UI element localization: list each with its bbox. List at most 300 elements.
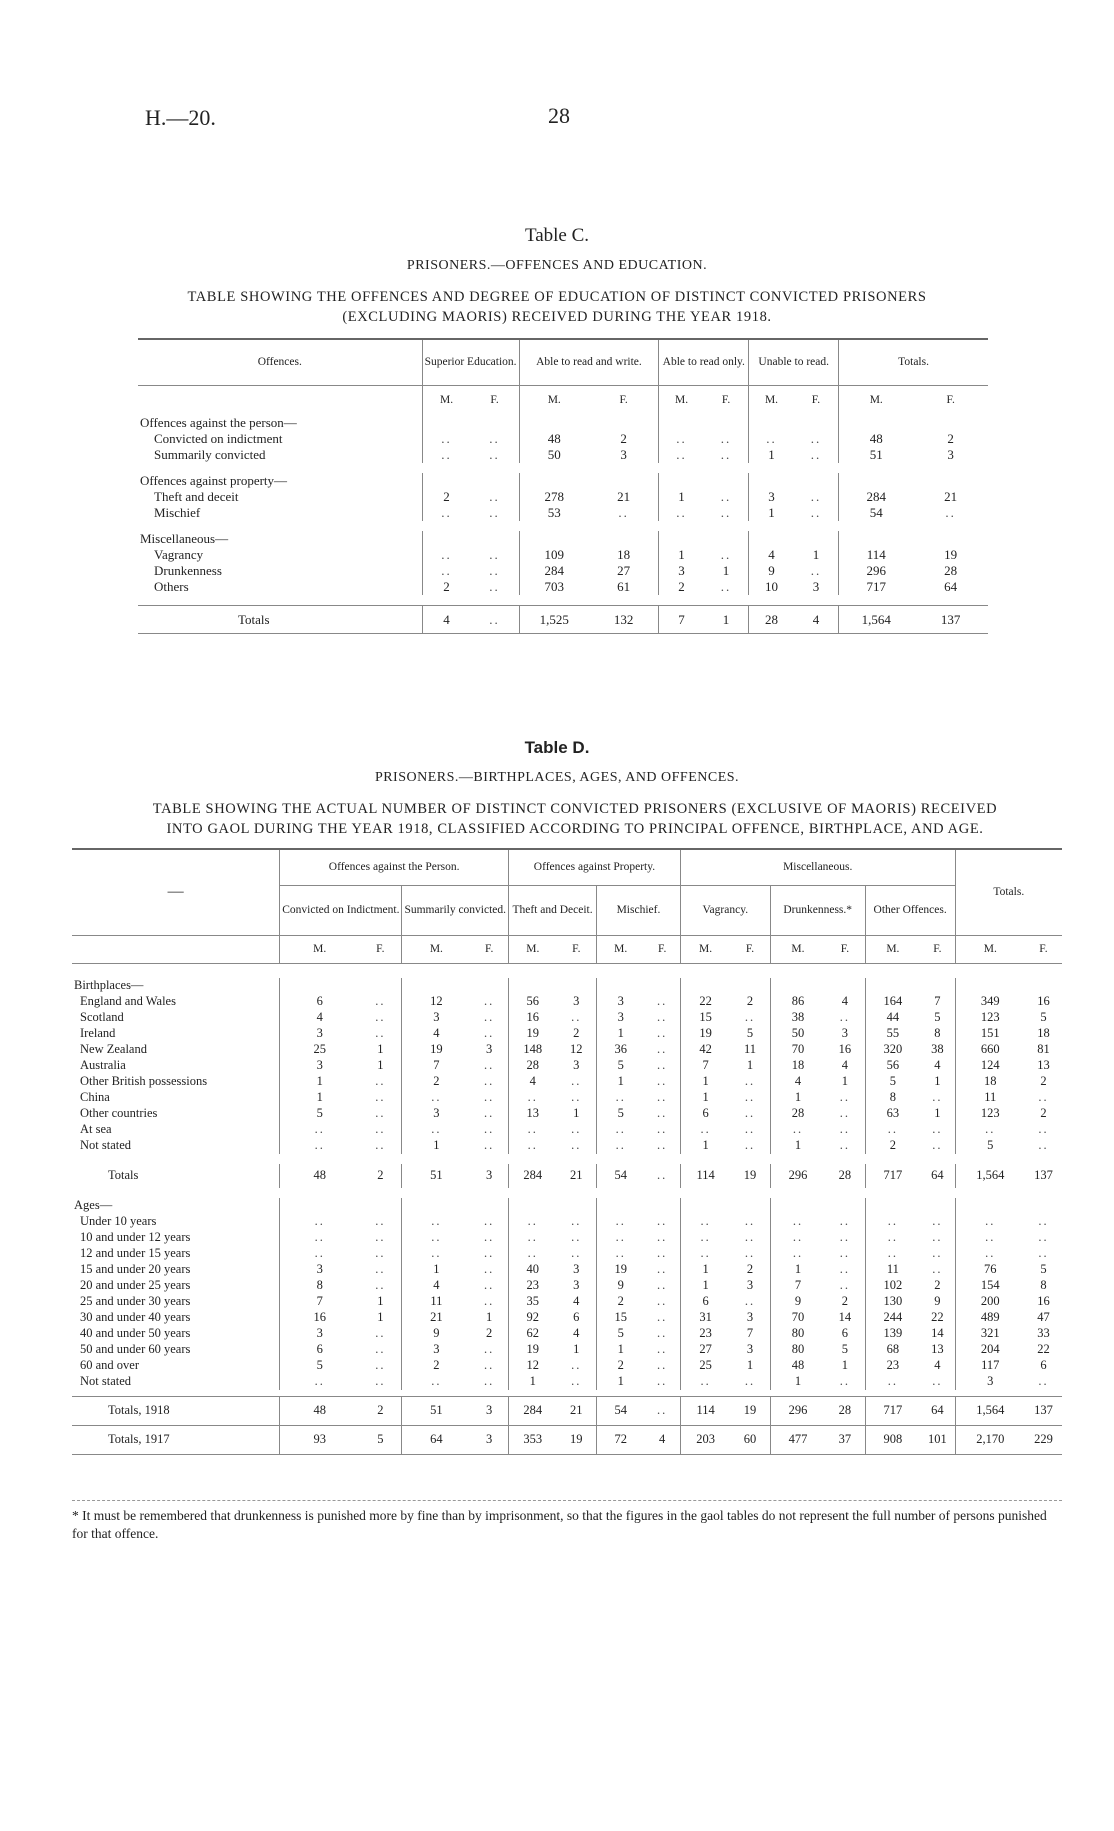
- cell: ..: [810, 563, 822, 578]
- cell: 4: [841, 994, 849, 1008]
- cell: 148: [509, 1042, 557, 1058]
- cell: ..: [571, 1374, 582, 1388]
- cell: 18: [770, 1058, 825, 1074]
- cell: ..: [402, 1214, 470, 1230]
- cell: 2: [934, 1278, 941, 1292]
- cell: ..: [657, 1106, 668, 1120]
- cell: 1: [280, 1074, 359, 1090]
- cell: ..: [720, 579, 732, 594]
- cell: ..: [571, 1122, 582, 1136]
- cell: 296: [770, 1164, 825, 1188]
- cell: 1: [280, 1090, 359, 1106]
- cell: 660: [955, 1042, 1025, 1058]
- cell: ..: [484, 994, 495, 1008]
- cell: ..: [932, 1374, 943, 1388]
- cell: [659, 415, 704, 431]
- cell: 278: [519, 489, 589, 505]
- header-other-offences: Other Offences.: [865, 885, 955, 935]
- row-label: Offences against the person—: [140, 415, 297, 430]
- cell: 477: [770, 1425, 825, 1454]
- cell: ..: [484, 1358, 495, 1372]
- cell: ..: [375, 1326, 386, 1340]
- cell: 1: [597, 1374, 645, 1390]
- cell: 19: [743, 1403, 757, 1417]
- cell: [422, 531, 470, 547]
- cell: 40: [509, 1262, 557, 1278]
- cell: ..: [680, 1246, 730, 1262]
- cell: 2: [377, 1403, 384, 1417]
- cell: 1: [841, 1358, 849, 1372]
- table-c-description-1: TABLE SHOWING THE OFFENCES AND DEGREE OF EDUCATION OF DISTINCT CONVICTED PRISONERS: [187, 289, 927, 305]
- cell: 19: [944, 547, 958, 562]
- cell: ..: [932, 1246, 943, 1260]
- cell: ..: [932, 1262, 943, 1276]
- cell: ..: [375, 1010, 386, 1024]
- total-cell: 137: [940, 611, 961, 627]
- cell: 4: [402, 1026, 470, 1042]
- table-c-subtitle: PRISONERS.—OFFENCES AND EDUCATION.: [406, 258, 708, 273]
- cell: 2: [746, 994, 754, 1008]
- cell: 16: [280, 1310, 359, 1326]
- cell: ..: [571, 1358, 582, 1372]
- cell: 50: [519, 447, 589, 463]
- cell: 22: [680, 994, 730, 1010]
- cell: ..: [744, 1122, 756, 1136]
- cell: 101: [927, 1432, 947, 1446]
- header-totals: Totals.: [839, 339, 988, 385]
- cell: 1: [486, 1310, 493, 1324]
- table-row: [138, 547, 988, 563]
- totals-1917-row: [72, 1425, 1062, 1454]
- cell: ..: [484, 1278, 495, 1292]
- cell: ..: [932, 1214, 943, 1228]
- cell: 21: [944, 489, 958, 504]
- cell: 16: [1037, 1294, 1050, 1308]
- cell: [471, 415, 520, 431]
- table-c-title: Table C.: [524, 225, 590, 246]
- cell: ..: [744, 1138, 756, 1152]
- cell: 1: [680, 1262, 730, 1278]
- cell: ..: [1038, 1090, 1049, 1104]
- cell: 123: [955, 1010, 1025, 1026]
- cell: 18: [955, 1074, 1025, 1090]
- cell: 320: [865, 1042, 920, 1058]
- cell: 2: [573, 1026, 580, 1040]
- cell: ..: [839, 1090, 851, 1104]
- cell: 1: [680, 1278, 730, 1294]
- cell: ..: [571, 1090, 582, 1104]
- total-cell: 1: [722, 611, 730, 627]
- header-theft-deceit: Theft and Deceit.: [509, 885, 597, 935]
- row-label: 12 and under 15 years: [80, 1246, 191, 1260]
- cell: 154: [955, 1278, 1025, 1294]
- cell: ..: [839, 1010, 851, 1024]
- table-d-description-1: TABLE SHOWING THE ACTUAL NUMBER OF DISTINCT CONVICTED PRISONERS (EXCLUSIVE OF MAORIS) RECEIVED: [152, 801, 998, 817]
- cell: ..: [955, 1246, 1025, 1262]
- cell: ..: [375, 1374, 386, 1388]
- table-c-description-2: (EXCLUDING MAORIS) RECEIVED DURING THE YEAR 1918.: [342, 309, 772, 325]
- cell: ..: [489, 447, 500, 462]
- cell: ..: [657, 1138, 668, 1152]
- cell: ..: [720, 489, 732, 504]
- cell: ..: [509, 1230, 557, 1246]
- cell: ..: [932, 1090, 943, 1104]
- cell: ..: [484, 1058, 495, 1072]
- cell: 5: [1040, 1010, 1047, 1024]
- cell: ..: [1038, 1246, 1049, 1260]
- cell: 8: [865, 1090, 920, 1106]
- cell: 28: [838, 1168, 852, 1182]
- cell: 48: [519, 431, 589, 447]
- cell: ..: [680, 1374, 730, 1390]
- cell: 28: [944, 563, 958, 578]
- cell: 1: [770, 1090, 825, 1106]
- cell: ..: [597, 1090, 645, 1106]
- cell: 51: [839, 447, 914, 463]
- cell: ..: [484, 1010, 495, 1024]
- cell: 31: [680, 1310, 730, 1326]
- cell: 4: [934, 1058, 941, 1072]
- header-corner: —: [72, 849, 280, 935]
- cell: ..: [571, 1010, 582, 1024]
- cell: 1: [746, 1058, 754, 1072]
- row-label: Summarily convicted: [154, 447, 266, 462]
- row-label: Drunkenness: [154, 563, 222, 578]
- cell: 1: [749, 447, 794, 463]
- header-sex-f: F.: [619, 393, 628, 406]
- row-label: Under 10 years: [80, 1214, 157, 1228]
- table-row: [138, 521, 988, 531]
- cell: 18: [617, 547, 631, 562]
- cell: ..: [375, 1122, 386, 1136]
- cell: ..: [839, 1138, 851, 1152]
- cell: 4: [509, 1074, 557, 1090]
- row-label: England and Wales: [80, 994, 176, 1008]
- cell: ..: [375, 1214, 386, 1228]
- cell: 50: [770, 1026, 825, 1042]
- header-sex-f: F.: [359, 935, 402, 963]
- cell: 14: [931, 1326, 944, 1340]
- cell: ..: [657, 1168, 668, 1182]
- table-row: [72, 1214, 1062, 1230]
- cell: [749, 531, 794, 547]
- cell: 16: [1037, 994, 1050, 1008]
- cell: 28: [770, 1106, 825, 1122]
- cell: ..: [657, 1278, 668, 1292]
- cell: 349: [955, 994, 1025, 1010]
- cell: [839, 415, 914, 431]
- cell: ..: [720, 431, 732, 446]
- cell: ..: [770, 1246, 825, 1262]
- cell: [519, 531, 589, 547]
- cell: ..: [720, 547, 732, 562]
- cell: 10: [749, 579, 794, 595]
- cell: ..: [839, 1278, 851, 1292]
- header-sex-m: M.: [770, 935, 825, 963]
- cell: ..: [489, 547, 500, 562]
- cell: 4: [659, 1432, 666, 1446]
- cell: 23: [509, 1278, 557, 1294]
- cell: 13: [509, 1106, 557, 1122]
- cell: 2: [597, 1294, 645, 1310]
- cell: ..: [810, 431, 822, 446]
- cell: 3: [597, 1010, 645, 1026]
- table-row: [72, 1042, 1062, 1058]
- cell: 489: [955, 1310, 1025, 1326]
- cell: 5: [280, 1106, 359, 1122]
- cell: 38: [931, 1042, 944, 1056]
- cell: 3: [746, 1278, 754, 1292]
- row-label: Scotland: [80, 1010, 124, 1024]
- cell: [471, 531, 520, 547]
- cell: 5: [1040, 1262, 1047, 1276]
- cell: [589, 473, 659, 489]
- table-row: [72, 1278, 1062, 1294]
- header-vagrancy: Vagrancy.: [680, 885, 770, 935]
- cell: 3: [486, 1403, 493, 1417]
- totals-row: [138, 606, 988, 634]
- cell: 3: [746, 1310, 754, 1324]
- cell: 6: [680, 1294, 730, 1310]
- row-label: 30 and under 40 years: [80, 1310, 191, 1324]
- cell: 151: [955, 1026, 1025, 1042]
- cell: 2: [947, 431, 954, 446]
- cell: ..: [657, 1042, 668, 1056]
- cell: 204: [955, 1342, 1025, 1358]
- cell: 35: [509, 1294, 557, 1310]
- cell: 19: [570, 1432, 583, 1446]
- cell: 200: [955, 1294, 1025, 1310]
- cell: 717: [839, 579, 914, 595]
- cell: 22: [931, 1310, 944, 1324]
- cell: 11: [955, 1090, 1025, 1106]
- cell: 93: [280, 1425, 359, 1454]
- cell: 21: [402, 1310, 470, 1326]
- cell: ..: [571, 1214, 582, 1228]
- cell: 1: [597, 1026, 645, 1042]
- row-label: 50 and under 60 years: [80, 1342, 191, 1356]
- table-d: [72, 848, 1062, 1455]
- cell: 4: [770, 1074, 825, 1090]
- cell: 1: [746, 1358, 754, 1372]
- header-offences: Offences.: [138, 339, 422, 385]
- row-label: Vagrancy: [154, 547, 204, 562]
- cell: 2: [402, 1074, 470, 1090]
- cell: 1: [573, 1106, 580, 1120]
- row-label: 25 and under 30 years: [80, 1294, 191, 1308]
- cell: 2: [746, 1262, 754, 1276]
- row-label: 60 and over: [80, 1358, 140, 1372]
- cell: 27: [680, 1342, 730, 1358]
- cell: ..: [1038, 1374, 1049, 1388]
- section-heading: Birthplaces—: [74, 978, 144, 992]
- cell: 117: [955, 1358, 1025, 1374]
- header-summarily-convicted: Summarily convicted.: [402, 885, 509, 935]
- cell: ..: [839, 1262, 851, 1276]
- cell: 3: [749, 489, 794, 505]
- cell: [749, 415, 794, 431]
- cell: ..: [810, 489, 822, 504]
- cell: 1,564: [955, 1164, 1025, 1188]
- cell: ..: [810, 447, 822, 462]
- cell: 244: [865, 1310, 920, 1326]
- cell: 7: [934, 994, 941, 1008]
- cell: 44: [865, 1010, 920, 1026]
- cell: ..: [945, 505, 956, 520]
- header-sex-f: F.: [920, 935, 955, 963]
- cell: 21: [570, 1168, 583, 1182]
- cell: 1: [680, 1090, 730, 1106]
- table-row: [72, 1026, 1062, 1042]
- cell: 16: [509, 1010, 557, 1026]
- cell: ..: [375, 1026, 386, 1040]
- cell: ..: [422, 431, 470, 447]
- cell: 3: [402, 1010, 470, 1026]
- header-sex-m: M.: [839, 385, 914, 415]
- cell: ..: [770, 1122, 825, 1138]
- cell: ..: [839, 1214, 851, 1228]
- cell: 5: [955, 1138, 1025, 1154]
- table-row: [138, 447, 988, 463]
- header-sex-f: F.: [1025, 935, 1062, 963]
- cell: 3: [486, 1168, 493, 1182]
- cell: ..: [280, 1246, 359, 1262]
- cell: ..: [484, 1246, 495, 1260]
- cell: ..: [955, 1230, 1025, 1246]
- cell: ..: [402, 1246, 470, 1262]
- cell: ..: [657, 1214, 668, 1228]
- cell: [839, 531, 914, 547]
- cell: ..: [932, 1122, 943, 1136]
- cell: ..: [865, 1374, 920, 1390]
- cell: 3: [486, 1042, 493, 1056]
- row-label: 40 and under 50 years: [80, 1326, 191, 1340]
- cell: 2: [1040, 1106, 1047, 1120]
- cell: ..: [657, 1230, 668, 1244]
- cell: ..: [839, 1122, 851, 1136]
- cell: 12: [402, 994, 470, 1010]
- cell: 5: [865, 1074, 920, 1090]
- cell: 3: [280, 1026, 359, 1042]
- header-sex-f: F.: [557, 935, 597, 963]
- cell: ..: [659, 431, 704, 447]
- table-row: [138, 505, 988, 521]
- cell: ..: [484, 1026, 495, 1040]
- cell: 7: [746, 1326, 754, 1340]
- cell: 109: [519, 547, 589, 563]
- section-heading: Ages—: [74, 1198, 113, 1212]
- cell: ..: [280, 1122, 359, 1138]
- cell: 7: [680, 1058, 730, 1074]
- birthplaces-heading: [72, 978, 1062, 994]
- cell: ..: [865, 1246, 920, 1262]
- footnote-divider: [72, 1500, 1062, 1501]
- cell: [794, 473, 839, 489]
- cell: ..: [657, 1058, 668, 1072]
- cell: 1: [659, 489, 704, 505]
- header-sex-m: M.: [680, 935, 730, 963]
- cell: 5: [934, 1010, 941, 1024]
- header-sex-f: F.: [721, 393, 731, 406]
- total-cell: 4: [422, 606, 470, 634]
- cell: [913, 531, 988, 547]
- row-label: Totals, 1918: [108, 1403, 170, 1417]
- cell: ..: [744, 1010, 756, 1024]
- cell: ..: [402, 1122, 470, 1138]
- table-row: [138, 463, 988, 473]
- cell: ..: [375, 1342, 386, 1356]
- totals-1918-row: [72, 1396, 1062, 1425]
- cell: 54: [839, 505, 914, 521]
- cell: 47: [1037, 1310, 1050, 1324]
- cell: 1: [402, 1138, 470, 1154]
- row-label: Not stated: [80, 1374, 132, 1388]
- table-row: [138, 531, 988, 547]
- cell: 7: [280, 1294, 359, 1310]
- cell: [422, 415, 470, 431]
- cell: ..: [657, 1010, 668, 1024]
- cell: 38: [770, 1010, 825, 1026]
- cell: 296: [770, 1396, 825, 1425]
- cell: 114: [680, 1164, 730, 1188]
- cell: 9: [934, 1294, 941, 1308]
- cell: 3: [280, 1058, 359, 1074]
- row-label: Others: [154, 579, 189, 594]
- cell: ..: [280, 1374, 359, 1390]
- page-number: 28: [548, 103, 570, 128]
- cell: 1: [509, 1374, 557, 1390]
- cell: ..: [680, 1230, 730, 1246]
- cell: 1: [680, 1074, 730, 1090]
- cell: 76: [955, 1262, 1025, 1278]
- cell: [519, 415, 589, 431]
- cell: ..: [657, 1294, 668, 1308]
- cell: ..: [484, 1122, 495, 1136]
- header-totals: Totals.: [955, 849, 1062, 935]
- cell: 7: [770, 1278, 825, 1294]
- total-cell: 7: [659, 606, 704, 634]
- cell: 1: [377, 1058, 384, 1072]
- cell: ..: [375, 1074, 386, 1088]
- cell: [704, 415, 749, 431]
- table-c: [138, 338, 988, 634]
- total-cell: 132: [613, 611, 634, 627]
- cell: ..: [955, 1122, 1025, 1138]
- header-read-only: Able to read only.: [659, 339, 749, 385]
- cell: ..: [865, 1122, 920, 1138]
- table-row: [72, 1326, 1062, 1342]
- cell: ..: [597, 1122, 645, 1138]
- header-sex-f: F.: [811, 393, 821, 406]
- cell: [471, 473, 520, 489]
- table-row: [72, 1138, 1062, 1154]
- cell: 2: [620, 431, 627, 446]
- table-d-subtitle: PRISONERS.—BIRTHPLACES, AGES, AND OFFENCES.: [374, 770, 740, 785]
- cell: [589, 531, 659, 547]
- cell: [659, 473, 704, 489]
- row-label: Other British possessions: [80, 1074, 208, 1088]
- cell: 80: [770, 1326, 825, 1342]
- totals-label: Totals: [238, 611, 270, 627]
- footnote: * It must be remembered that drunkenness is punished more by fine than by imprisonment, so that the figures in the gaol tables do not represent the full number of persons punished for that offence.: [72, 1508, 1047, 1541]
- cell: 22: [1037, 1342, 1050, 1356]
- cell: ..: [375, 1106, 386, 1120]
- cell: 4: [573, 1326, 580, 1340]
- cell: [839, 473, 914, 489]
- cell: 717: [865, 1396, 920, 1425]
- cell: 1: [812, 547, 820, 562]
- header-sex-m: M.: [659, 385, 704, 415]
